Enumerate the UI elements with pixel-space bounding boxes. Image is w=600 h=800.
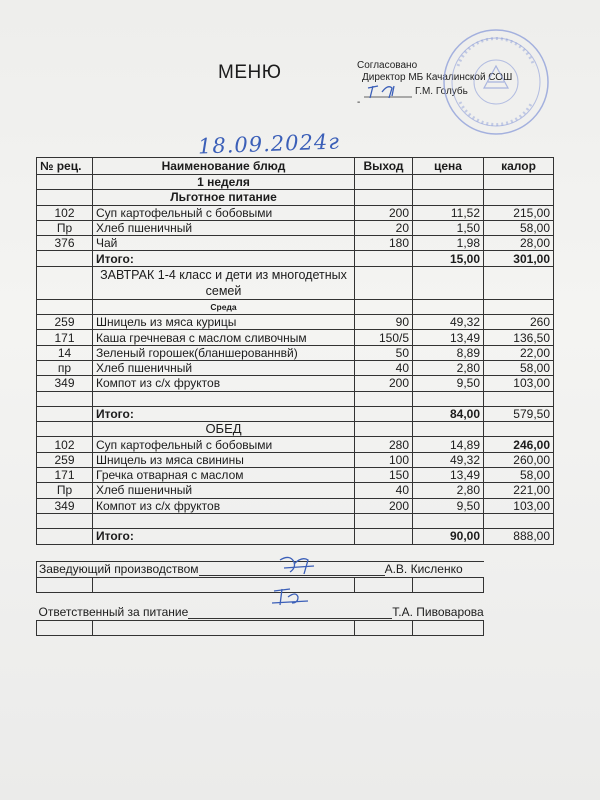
cal-cell: 58,00 xyxy=(484,220,554,235)
recipe-cell: 376 xyxy=(37,236,93,251)
recipe-cell: Пр xyxy=(37,220,93,235)
approval-director: Директор МБ Качалинской СОШ xyxy=(362,72,513,83)
recipe-cell: 349 xyxy=(37,376,93,391)
page-title: МЕНЮ xyxy=(218,62,282,83)
day-row xyxy=(37,299,554,314)
recipe-cell: пр xyxy=(37,360,93,375)
recipe-cell: 349 xyxy=(37,498,93,513)
dish-cell: Суп картофельный с бобовыми xyxy=(93,437,355,452)
total-label: Итого: xyxy=(93,406,355,421)
total-price: 15,00 xyxy=(413,251,484,266)
price-cell: 13,49 xyxy=(413,468,484,483)
yield-cell: 40 xyxy=(355,483,413,498)
total-label: Итого: xyxy=(93,529,355,544)
recipe-cell: 171 xyxy=(37,330,93,345)
lunch-title-row xyxy=(37,422,554,437)
table-row xyxy=(37,360,554,375)
total-cal: 301,00 xyxy=(484,251,554,266)
total-cal: 888,00 xyxy=(484,529,554,544)
cal-cell: 246,00 xyxy=(484,437,554,452)
cal-cell: 260,00 xyxy=(484,452,554,467)
dish-cell: Зеленый горошек(бланшерованнвй) xyxy=(93,345,355,360)
total-row xyxy=(37,251,554,266)
yield-cell: 50 xyxy=(355,345,413,360)
cal-cell: 58,00 xyxy=(484,468,554,483)
recipe-cell: Пр xyxy=(37,483,93,498)
recipe-cell: 14 xyxy=(37,345,93,360)
manager-label: Заведующий производством xyxy=(39,562,199,577)
approval-name: Г.М. Голубь xyxy=(415,86,468,97)
breakfast-title: ЗАВТРАК 1-4 класс и дети из многодетных семей xyxy=(93,266,355,299)
table-row xyxy=(37,205,554,220)
dish-cell: Компот из с/х фруктов xyxy=(93,498,355,513)
recipe-cell: 259 xyxy=(37,315,93,330)
blank-row xyxy=(37,620,554,636)
section-label: Льготное питание xyxy=(93,190,355,205)
approval-dash: - xyxy=(357,97,361,108)
yield-cell: 100 xyxy=(355,452,413,467)
yield-cell: 20 xyxy=(355,220,413,235)
dish-cell: Каша гречневая с маслом сливочным xyxy=(93,330,355,345)
dish-cell: Шницель из мяса курицы xyxy=(93,315,355,330)
table-row xyxy=(37,437,554,452)
table-row xyxy=(37,236,554,251)
yield-cell: 150 xyxy=(355,468,413,483)
total-label: Итого: xyxy=(93,251,355,266)
cal-cell: 221,00 xyxy=(484,483,554,498)
cal-cell: 28,00 xyxy=(484,236,554,251)
table-row xyxy=(37,452,554,467)
stamp-seal-icon xyxy=(440,26,552,138)
price-cell: 2,80 xyxy=(413,483,484,498)
week-row xyxy=(37,175,554,190)
total-row xyxy=(37,406,554,421)
table-row xyxy=(37,468,554,483)
price-cell: 1,98 xyxy=(413,236,484,251)
manager-cell xyxy=(37,562,484,578)
col-name-header: Наименование блюд xyxy=(93,158,355,175)
table-row xyxy=(37,498,554,513)
dish-cell: Чай xyxy=(93,236,355,251)
manager-signature-icon xyxy=(276,552,320,578)
dish-cell: Хлеб пшеничный xyxy=(93,360,355,375)
col-cal-header: калор xyxy=(484,158,554,175)
approval-label: Согласовано xyxy=(357,60,418,71)
table-row xyxy=(37,345,554,360)
recipe-cell: 259 xyxy=(37,452,93,467)
director-signature-icon xyxy=(362,80,414,102)
yield-cell: 200 xyxy=(355,498,413,513)
price-cell: 49,32 xyxy=(413,315,484,330)
price-cell: 13,49 xyxy=(413,330,484,345)
price-cell: 14,89 xyxy=(413,437,484,452)
week-label: 1 неделя xyxy=(93,175,355,190)
table-header-row xyxy=(37,158,554,175)
total-price: 90,00 xyxy=(413,529,484,544)
dish-cell: Компот из с/х фруктов xyxy=(93,376,355,391)
yield-cell: 200 xyxy=(355,205,413,220)
table-row xyxy=(37,376,554,391)
dish-cell: Хлеб пшеничный xyxy=(93,220,355,235)
total-row xyxy=(37,529,554,544)
cal-cell: 260 xyxy=(484,315,554,330)
responsible-name: Т.А. Пивоварова xyxy=(392,605,484,620)
col-yield-header: Выход xyxy=(355,158,413,175)
table-row xyxy=(37,330,554,345)
yield-cell: 90 xyxy=(355,315,413,330)
table-row xyxy=(37,220,554,235)
empty-row xyxy=(37,391,554,406)
price-cell: 8,89 xyxy=(413,345,484,360)
recipe-cell: 171 xyxy=(37,468,93,483)
breakfast-title-row xyxy=(37,266,554,299)
total-price: 84,00 xyxy=(413,406,484,421)
recipe-cell: 102 xyxy=(37,437,93,452)
yield-cell: 150/5 xyxy=(355,330,413,345)
manager-name: А.В. Кисленко xyxy=(384,562,463,577)
price-cell: 11,52 xyxy=(413,205,484,220)
dish-cell: Хлеб пшеничный xyxy=(93,483,355,498)
lunch-title: ОБЕД xyxy=(93,422,355,437)
price-cell: 49,32 xyxy=(413,452,484,467)
cal-cell: 58,00 xyxy=(484,360,554,375)
dish-cell: Суп картофельный с бобовыми xyxy=(93,205,355,220)
total-cal: 579,50 xyxy=(484,406,554,421)
price-cell: 1,50 xyxy=(413,220,484,235)
table-row xyxy=(37,483,554,498)
cal-cell: 103,00 xyxy=(484,376,554,391)
recipe-cell: 102 xyxy=(37,205,93,220)
day-label: Среда xyxy=(93,299,355,314)
col-price-header: цена xyxy=(413,158,484,175)
section-row xyxy=(37,190,554,205)
responsible-label: Ответственный за питание xyxy=(38,605,189,620)
empty-row xyxy=(37,513,554,528)
cal-cell: 136,50 xyxy=(484,330,554,345)
menu-table xyxy=(36,157,554,545)
price-cell: 9,50 xyxy=(413,376,484,391)
cal-cell: 22,00 xyxy=(484,345,554,360)
responsible-signature-icon xyxy=(268,585,312,611)
yield-cell: 200 xyxy=(355,376,413,391)
dish-cell: Гречка отварная с маслом xyxy=(93,468,355,483)
yield-cell: 180 xyxy=(355,236,413,251)
table-row xyxy=(37,315,554,330)
dish-cell: Шницель из мяса свинины xyxy=(93,452,355,467)
col-recipe-header: № рец. xyxy=(37,158,93,175)
yield-cell: 40 xyxy=(355,360,413,375)
cal-cell: 103,00 xyxy=(484,498,554,513)
price-cell: 9,50 xyxy=(413,498,484,513)
menu-date: 18.09.2024г xyxy=(197,129,341,159)
yield-cell: 280 xyxy=(355,437,413,452)
cal-cell: 215,00 xyxy=(484,205,554,220)
price-cell: 2,80 xyxy=(413,360,484,375)
